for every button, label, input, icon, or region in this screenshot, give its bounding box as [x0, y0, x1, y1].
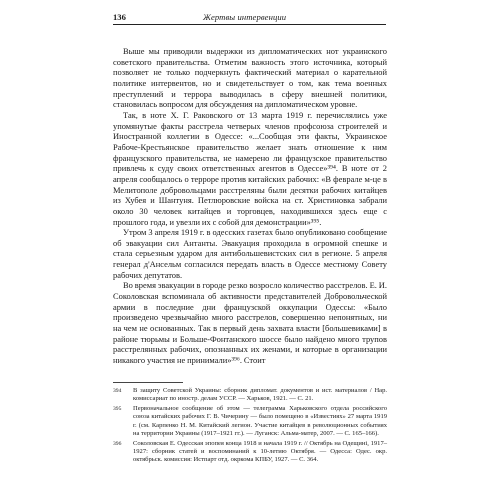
page-header — [113, 9, 385, 25]
footnote-rule — [113, 382, 183, 383]
footnote-text: Соколовская Е. Одесская эпопея конца 1918 и начала 1919 г. // Октябрь на Одещині, 1917–1927: сборник статей и воспоминаний к 10-летию Октября. — Одесса: Одес. окр. октябрьск. комиссия: Истпарт отд. окркома КПБУ, 1927. — С. 364. — [133, 439, 387, 464]
paragraph: Во время эвакуации в городе резко возросло количество расстрелов. Е. И. Соколовская вспоминала об активности представителей Добровольческой армии в последние дни французской оккупации Одессы: «Было произведено чрезвычайно много расстрелов, совершенно непонятных, ни на чем не основанных. Так в первый день захвата власти [большевиками] в районе тюрьмы и Больше-Фонтанского шоссе было найдено много трупов расстрелянных рабочих, опознанных их женами, и которые в организации никакого участия не принимали»³⁹⁶. Стоит — [113, 280, 387, 366]
paragraph: Так, в ноте Х. Г. Раковского от 13 марта 1919 г. перечислялись уже упомянутые факты расстрела четверых членов профсоюза строителей и Иностранной коллегии в Одессе: «...Сообщая эти факты, Украинское Рабоче-Крестьянское правительство желает знать отношение к ним французского правительства, не намерено ли французское правительство привлечь к суду своих ответственных агентов в Одессе»³⁹⁴. В ноте от 2 апреля сообщалось о терроре против китайских рабочих: «В феврале м-це в Мелитополе добровольцами расстреляны были десятки рабочих китайцев из Хубея и Шантуня. Петлюровские войска на ст. Христиновка забрали около 30 человек китайцев и торговцев, находившихся здесь еще с прошлого года, и увезли их с собой для демонстрации»³⁹⁵. — [113, 109, 387, 227]
footnote-number: 396 — [113, 440, 122, 447]
footnote-text: Первоначальное сообщение об этом — телеграмма Харьковского отдела российского союза китайских рабочих Г. В. Чичерину — было помещено в «Известиях» 27 марта 1919 г. (см. Карпенко Н. М. Китайский легион. Участие китайцев в революционных событиях на территории Украины (1917–1921 гг.). — Луганск: Альма-матер, 2007. — С. 165–166). — [133, 405, 387, 437]
footnote — [113, 387, 387, 404]
running-title: Жертвы интервенции — [203, 12, 287, 22]
footnote-number: 395 — [113, 406, 122, 413]
footnote — [113, 440, 387, 465]
paragraph: Утром 3 апреля 1919 г. в одесских газетах было опубликовано сообщение об эвакуации сил Антанты. Эвакуация проходила в огромной спешке и стала серьезным ударом для антибольшевистских сил в регионе. 5 апреля генерал д'Ансельм согласился передать власть в Одессе местному Совету рабочих депутатов. — [113, 227, 387, 280]
header-rule — [113, 24, 386, 25]
footnotes — [113, 387, 387, 466]
footnote — [113, 405, 387, 438]
page-number: 136 — [113, 12, 126, 22]
footnote-text: В защиту Советской Украины: сборник дипломат. документов и ист. материалов / Нар. комиссариат по иностр. делам УССР. — Харьков, 1921. — С. 21. — [133, 387, 387, 403]
footnote-number: 394 — [113, 388, 122, 394]
main-text — [113, 46, 387, 366]
paragraph: Выше мы приводили выдержки из дипломатических нот украинского советского правительства. Отметим важность этого источника, который позволяет не только подчеркнуть фактический материал о карательной политике интервентов, но и свидетельствует о том, как тема военных преступлений и террора выводилась в сферу внешней политики, становилась вопросом для обсуждения на дипломатическом уровне. — [113, 46, 387, 110]
